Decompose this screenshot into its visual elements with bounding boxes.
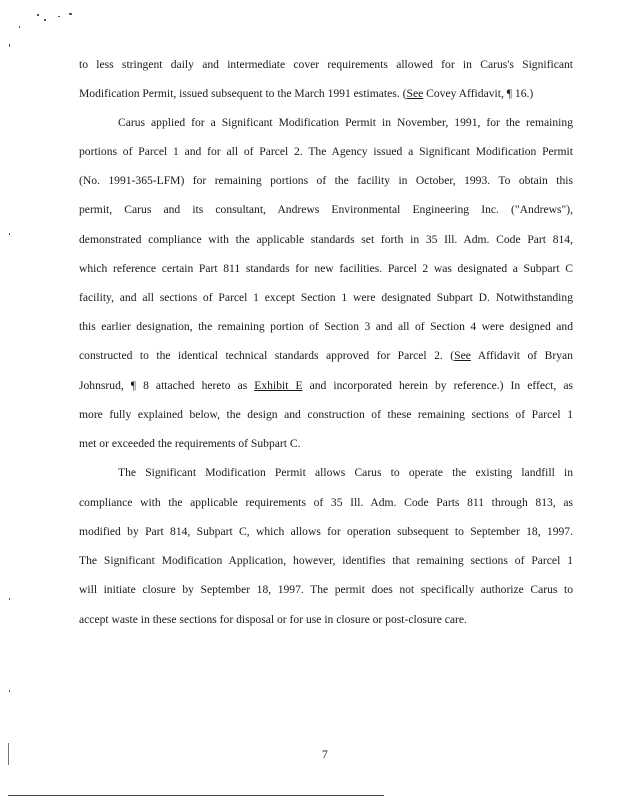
text-line: this earlier designation, the remaining portion of Section 3 and all of Section 4 were designed and: [79, 320, 573, 333]
text-line: [79, 87, 573, 101]
text-line: (No. 1991-365-LFM) for remaining portions of the facility in October, 1993. To obtain this: [79, 174, 573, 187]
text-segment: constructed to the identical technical standards approved for Parcel 2.: [79, 349, 443, 362]
text-line: demonstrated compliance with the applicable standards set forth in 35 Ill. Adm. Code Part 814,: [79, 233, 573, 246]
text-line: facility, and all sections of Parcel 1 except Section 1 were designated Subpart D. Notwithstanding: [79, 291, 573, 304]
scan-speck: [69, 13, 72, 15]
text-line: will initiate closure by September 18, 1997. The permit does not specifically authorize Carus to: [79, 583, 573, 596]
scan-speck: [9, 690, 10, 692]
text-line: which reference certain Part 811 standards for new facilities. Parcel 2 was designated a Subpart C: [79, 262, 573, 275]
citation-open: (: [450, 349, 455, 362]
text-line: The Significant Modification Permit allows Carus to operate the existing landfill in: [118, 466, 573, 479]
text-line: to less stringent daily and intermediate cover requirements allowed for in Carus's Significant: [79, 58, 573, 71]
text-line: The Significant Modification Application, however, identifies that remaining sections of Parcel 1: [79, 554, 573, 567]
scan-speck: [44, 19, 46, 21]
scan-speck: [9, 598, 10, 600]
text-segment: Modification Permit, issued subsequent to the March 1991 estimates.: [79, 87, 400, 100]
text-line: portions of Parcel 1 and for all of Parcel 2. The Agency issued a Significant Modification Permit: [79, 145, 573, 158]
page-number: 7: [322, 748, 328, 761]
signal-see: See: [454, 349, 471, 362]
exhibit-reference: Exhibit E: [254, 379, 303, 392]
citation-text: Covey Affidavit, ¶ 16.): [423, 87, 534, 100]
text-line: met or exceeded the requirements of Subpart C.: [79, 437, 301, 450]
text-line: modified by Part 814, Subpart C, which allows for operation subsequent to September 18, 1997.: [79, 525, 573, 538]
text-line: compliance with the applicable requirements of 35 Ill. Adm. Code Parts 811 through 813, as: [79, 496, 573, 509]
text-segment: Johnsrud, ¶ 8 attached hereto as: [79, 379, 248, 392]
text-line: accept waste in these sections for disposal or for use in closure or post-closure care.: [79, 613, 467, 626]
signal-see: See: [406, 87, 424, 100]
text-line: more fully explained below, the design and construction of these remaining sections of Parcel 1: [79, 408, 573, 421]
scan-bottom-rule: [8, 795, 384, 796]
scan-speck: [9, 44, 10, 47]
text-line: Carus applied for a Significant Modification Permit in November, 1991, for the remaining: [118, 116, 573, 129]
citation-open: (: [402, 87, 407, 100]
scan-speck: [19, 26, 20, 28]
citation-text: Affidavit of Bryan: [470, 349, 573, 362]
scan-speck: [58, 16, 60, 17]
text-line: permit, Carus and its consultant, Andrews Environmental Engineering Inc. ("Andrews"),: [79, 203, 573, 216]
scan-speck: [37, 14, 39, 16]
scan-edge-line: [8, 743, 9, 765]
text-line: [79, 349, 573, 363]
text-segment: and incorporated herein by reference.) In effect, as: [302, 379, 573, 392]
text-line: [79, 379, 573, 393]
scan-speck: [9, 233, 10, 235]
